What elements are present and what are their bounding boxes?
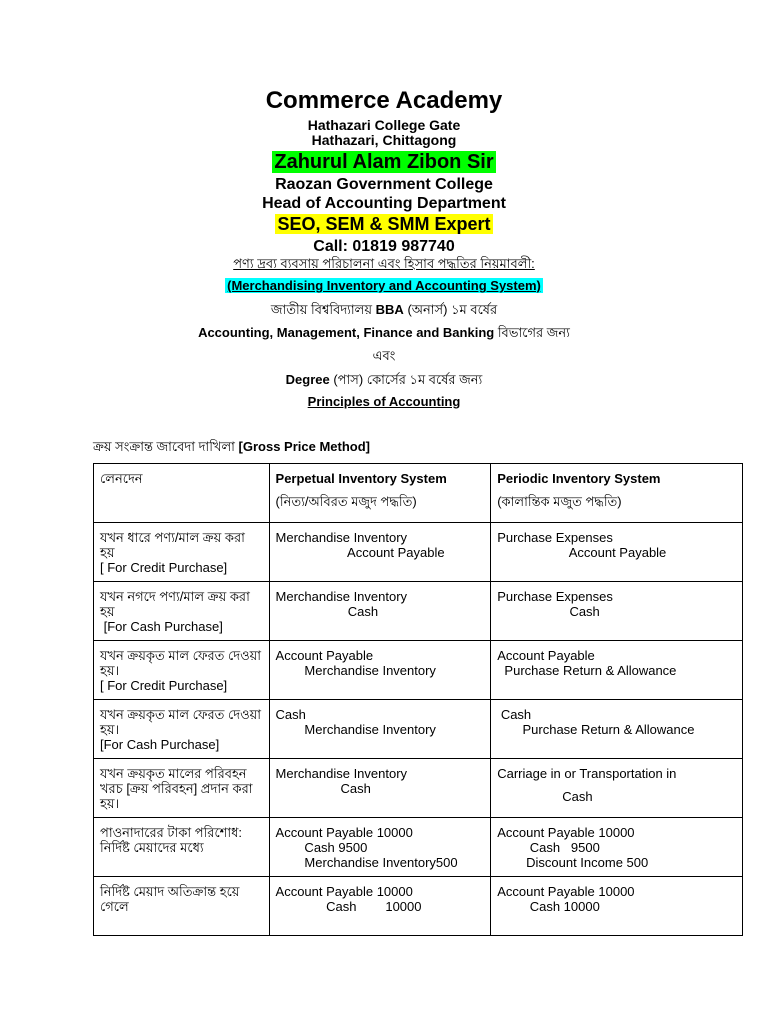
table-row (94, 523, 743, 582)
periodic-entry-cell: Carriage in or Transportation in Cash (491, 759, 743, 818)
college-name: Raozan Government College (275, 176, 493, 193)
periodic-entry-cell: Account Payable Purchase Return & Allowance (491, 641, 743, 700)
teacher-name: Zahurul Alam Zibon Sir (274, 151, 494, 173)
expertise-label: SEO, SEM & SMM Expert (277, 214, 491, 234)
header-transaction: লেনদেন (94, 464, 270, 523)
perpetual-entry-cell: Account Payable Merchandise Inventory (269, 641, 491, 700)
journal-entries-table (93, 463, 743, 936)
table-header-row (94, 464, 743, 523)
perpetual-entry-cell: Merchandise Inventory Account Payable (269, 523, 491, 582)
periodic-entry-cell: Account Payable 10000 Cash 9500 Discount Income 500 (491, 818, 743, 877)
table-row (94, 582, 743, 641)
header-periodic: Periodic Inventory System (কালান্তিক মজুত পদ্ধতি) (491, 464, 743, 523)
table-row (94, 641, 743, 700)
transaction-cell: নির্দিষ্ট মেয়াদ অতিক্রান্ত হয়ে গেলে (94, 877, 270, 936)
table-row (94, 700, 743, 759)
address-line-2: Hathazari, Chittagong (311, 132, 457, 148)
header-perpetual: Perpetual Inventory System (নিত্য/অবিরত মজুদ পদ্ধতি) (269, 464, 491, 523)
transaction-cell: যখন ক্রয়কৃত মালের পরিবহন খরচ [ক্রয় পরিবহন] প্রদান করা হয়। (94, 759, 270, 818)
course-title: Principles of Accounting (307, 394, 461, 409)
periodic-entry-cell: Purchase Expenses Cash (491, 582, 743, 641)
document-header (0, 84, 768, 256)
perpetual-entry-cell: Merchandise Inventory Cash (269, 759, 491, 818)
table-row (94, 877, 743, 936)
transaction-cell: যখন ধারে পণ্য/মাল ক্রয় করা হয় [ For Credit Purchase] (94, 523, 270, 582)
transaction-cell: যখন ক্রয়কৃত মাল ফেরত দেওয়া হয়। [ For Credit Purchase] (94, 641, 270, 700)
english-section-title: (Merchandising Inventory and Accounting System) (227, 278, 541, 293)
university-line: জাতীয় বিশ্ববিদ্যালয় BBA (অনার্স) ১ম বর্ষের (270, 302, 498, 317)
academy-title: Commerce Academy (265, 87, 503, 114)
address-line-1: Hathazari College Gate (307, 117, 461, 133)
table-row (94, 759, 743, 818)
call-number: Call: 01819 987740 (313, 238, 455, 255)
transaction-cell: পাওনাদারের টাকা পরিশোধ: নির্দিষ্ট মেয়াদের মধ্যে (94, 818, 270, 877)
table-row (94, 818, 743, 877)
perpetual-entry-cell: Merchandise Inventory Cash (269, 582, 491, 641)
periodic-entry-cell: Account Payable 10000 Cash 10000 (491, 877, 743, 936)
degree-line: Degree (পাস) কোর্সের ১ম বর্ষের জন্য (285, 372, 483, 387)
position-title: Head of Accounting Department (262, 195, 506, 212)
and-line: এবং (372, 348, 396, 363)
departments-line: Accounting, Management, Finance and Banking বিভাগের জন্য (198, 325, 570, 340)
periodic-entry-cell: Purchase Expenses Account Payable (491, 523, 743, 582)
perpetual-entry-cell: Account Payable 10000 Cash 9500 Merchandise Inventory500 (269, 818, 491, 877)
bangla-section-title: পণ্য দ্রব্য ব্যবসায় পরিচালনা এবং হিসাব পদ্ধতির নিয়মাবলী: (233, 256, 535, 271)
perpetual-entry-cell: Cash Merchandise Inventory (269, 700, 491, 759)
perpetual-entry-cell: Account Payable 10000 Cash 10000 (269, 877, 491, 936)
journal-section-label: ক্রয় সংক্রান্ত জাবেদা দাখিলা [Gross Price Method] (93, 439, 370, 454)
transaction-cell: যখন নগদে পণ্য/মাল ক্রয় করা হয় [For Cash Purchase] (94, 582, 270, 641)
transaction-cell: যখন ক্রয়কৃত মাল ফেরত দেওয়া হয়। [For Cash Purchase] (94, 700, 270, 759)
periodic-entry-cell: Cash Purchase Return & Allowance (491, 700, 743, 759)
